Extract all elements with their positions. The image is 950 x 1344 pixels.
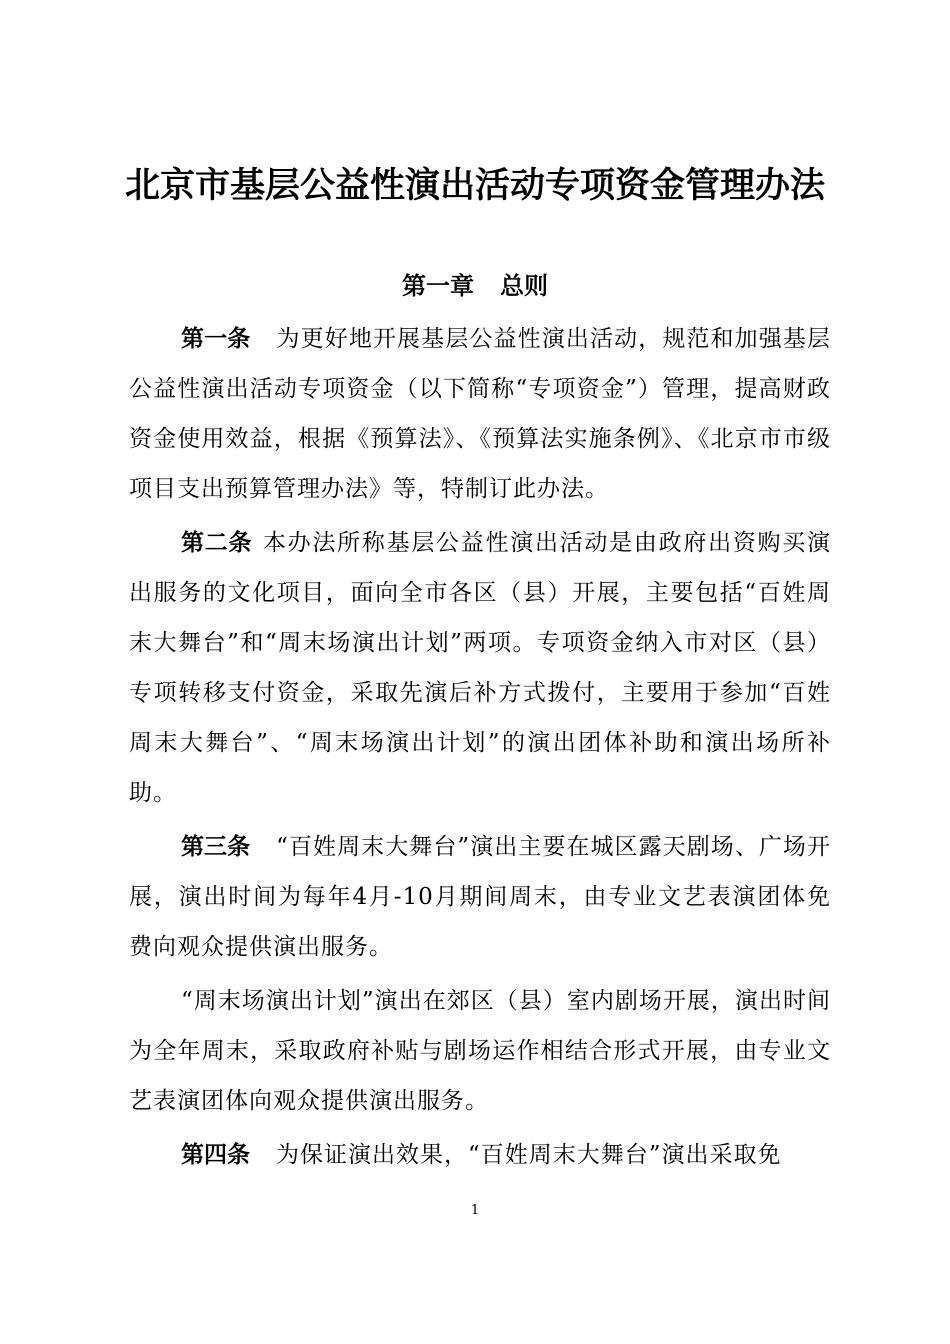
article-text: 为保证演出效果，“百姓周末大舞台”演出采取免: [276, 1142, 782, 1168]
article-text: “百姓周末大舞台”演出主要在城区露天剧场、广场开展，演出时间为每年4月-10月期间周末，由专业文艺表演团体免费向观众提供演出服务。: [129, 834, 831, 960]
article-paragraph: [129, 822, 831, 972]
paragraph-text: “周末场演出计划”演出在郊区（县）室内剧场开展，演出时间为全年周末，采取政府补贴与剧场运作相结合形式开展，由专业文艺表演团体向观众提供演出服务。: [129, 988, 831, 1114]
chapter-number: 第一章: [402, 272, 474, 300]
article-label: 第二条: [181, 530, 253, 556]
document-body: [129, 314, 831, 1184]
article-text: 为更好地开展基层公益性演出活动，规范和加强基层公益性演出活动专项资金（以下简称“专项资金”）管理，提高财政资金使用效益，根据《预算法》、《预算法实施条例》、《北京市市级项目支出预算管理办法》等，特制订此办法。: [129, 326, 832, 502]
article-paragraph: [129, 314, 831, 514]
article-paragraph: [129, 1130, 831, 1180]
article-label: 第四条: [181, 1142, 250, 1168]
document-title: 北京市基层公益性演出活动专项资金管理办法: [124, 166, 825, 206]
body-paragraph: [129, 976, 831, 1126]
chapter-name: 总则: [500, 272, 548, 300]
article-paragraph: [129, 518, 831, 818]
chapter-heading: [0, 262, 950, 310]
article-label: 第三条: [181, 834, 251, 860]
article-text: 本办法所称基层公益性演出活动是由政府出资购买演出服务的文化项目，面向全市各区（县）开展，主要包括“百姓周末大舞台”和“周末场演出计划”两项。专项资金纳入市对区（县）专项转移支付资金，采取先演后补方式拨付，主要用于参加“百姓周末大舞台”、“周末场演出计划”的演出团体补助和演出场所补助。: [129, 530, 832, 806]
article-label: 第一条: [181, 326, 251, 352]
page-number: 1: [470, 1203, 480, 1218]
